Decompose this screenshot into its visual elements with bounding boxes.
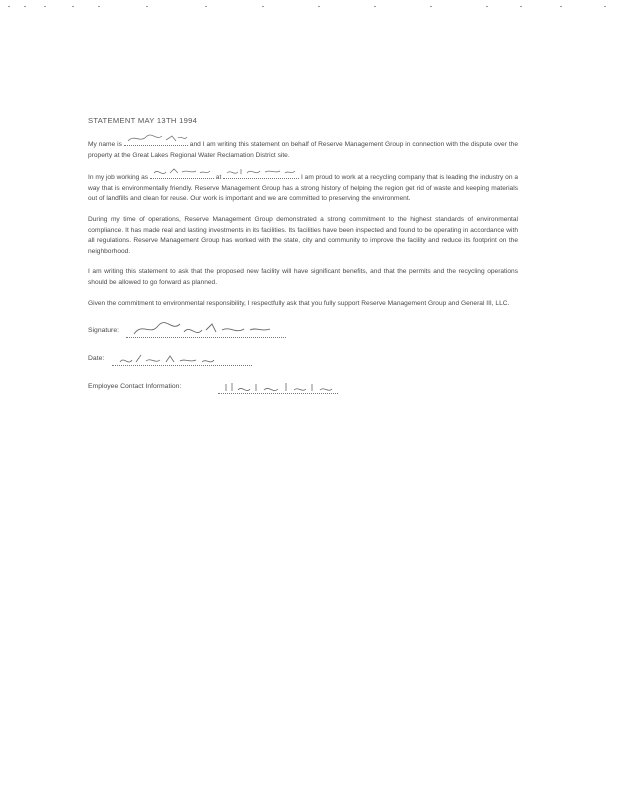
name-field bbox=[124, 138, 188, 146]
paragraph-job: In my job working as at I am proud to work at a recycling company that is leading the industry on a way that is environmentally friendly. Reserve Management Group has a strong history of helping the region get rid of waste and keeping materials out of landfills and clean for reuse. Our work is important and we are committed to preserving the environment. bbox=[88, 171, 518, 205]
fax-header-strip bbox=[0, 0, 618, 14]
date-line: Date: bbox=[88, 355, 518, 369]
handwritten-employer bbox=[225, 165, 301, 177]
signature-scribble bbox=[132, 320, 282, 338]
paragraph-closing: Given the commitment to environmental responsibility, I respectfully ask that you fully support Reserve Management Group and General III, LLC. bbox=[88, 299, 510, 307]
paragraph-request: I am writing this statement to ask that the proposed new facility will have significant benefits, and that the permits and the recycling operations should be allowed to go forward as planned. bbox=[88, 268, 518, 286]
handwritten-contact bbox=[222, 380, 342, 394]
handwritten-job-title bbox=[152, 165, 216, 177]
handwritten-date bbox=[118, 352, 228, 366]
statement-heading: STATEMENT MAY 13TH 1994 bbox=[88, 116, 198, 125]
employer-field bbox=[223, 171, 299, 179]
handwritten-name bbox=[126, 132, 190, 144]
contact-line: Employee Contact Information: bbox=[88, 383, 518, 397]
paragraph-intro: My name is and I am writing this statement on behalf of Reserve Management Group in connection with the dispute over the property at the Great Lakes Regional Water Reclamation District site. bbox=[88, 138, 518, 161]
job-title-field bbox=[150, 171, 214, 179]
signature-line: Signature: bbox=[88, 327, 518, 341]
paragraph-operations: During my time of operations, Reserve Management Group demonstrated a strong commitment to the highest standards of environmental compliance. It has made real and lasting investments in its facilities. Its facilities have been inspected and found to be operating in accordance with all regulations. Reserve Management Group has worked with the state, city and community to improve the facility and reduce its footprint on the neighborhood. bbox=[88, 215, 518, 255]
letter-body bbox=[88, 116, 518, 397]
